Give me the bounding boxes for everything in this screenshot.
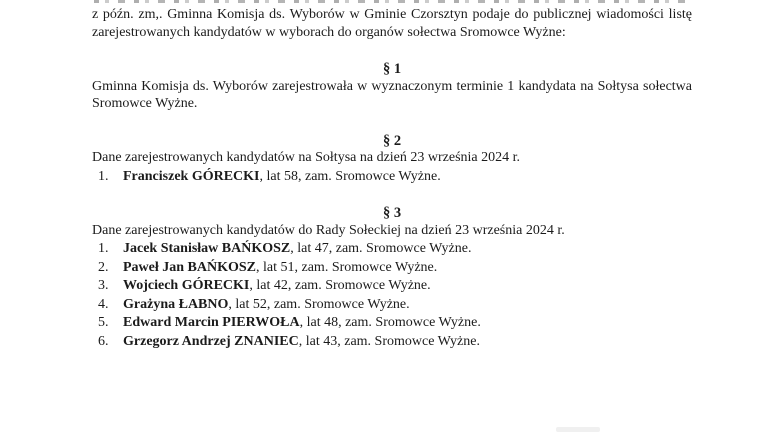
candidate-name: Paweł Jan BAŃKOSZ [123, 259, 257, 275]
candidate-row [92, 333, 692, 352]
section-1-heading: § 1 [382, 61, 402, 77]
candidate-details: , lat 58, zam. Sromowce Wyżne. [259, 168, 441, 184]
candidate-row [92, 314, 692, 333]
candidate-details: , lat 42, zam. Sromowce Wyżne. [249, 278, 431, 294]
candidate-row [92, 168, 692, 187]
candidate-details: , lat 43, zam. Sromowce Wyżne. [298, 334, 480, 350]
soltys-candidate-list [92, 168, 692, 187]
rada-solecka-candidate-list [92, 240, 692, 352]
candidate-name: Grażyna ŁABNO [123, 296, 229, 312]
candidate-details: , lat 51, zam. Sromowce Wyżne. [256, 259, 438, 275]
section-3-paragraph: Dane zarejestrowanych kandydatów do Rady Sołeckiej na dzień 23 września 2024 r. [92, 222, 565, 238]
candidate-number: 1. [98, 168, 109, 184]
candidate-number: 1. [98, 241, 109, 257]
section-1-paragraph: Gminna Komisja ds. Wyborów zarejestrowała w wyznaczonym terminie 1 kandydata na Sołtysa sołectwa Sromowce Wyżne. [92, 78, 692, 111]
candidate-number: 4. [98, 296, 109, 312]
candidate-details: , lat 47, zam. Sromowce Wyżne. [290, 241, 472, 257]
document-content [92, 0, 692, 352]
section-2-heading: § 2 [382, 132, 402, 149]
candidate-name: Franciszek GÓRECKI [123, 168, 260, 184]
candidate-details: , lat 52, zam. Sromowce Wyżne. [228, 296, 410, 312]
candidate-details: , lat 48, zam. Sromowce Wyżne. [299, 315, 481, 331]
candidate-row [92, 296, 692, 315]
candidate-number: 3. [98, 278, 109, 294]
section-3-heading: § 3 [382, 205, 402, 222]
candidate-name: Wojciech GÓRECKI [123, 278, 250, 294]
candidate-row [92, 259, 692, 278]
candidate-row [92, 277, 692, 296]
intro-paragraph: z późn. zm,. Gminna Komisja ds. Wyborów w Gminie Czorsztyn podaje do publicznej wiadomości listę zarejestrowanych kandydatów w wyborach do organów sołectwa Sromowce Wyżne: [92, 7, 692, 40]
clipped-text-line [94, 0, 686, 3]
candidate-name: Edward Marcin PIERWOŁA [123, 315, 300, 331]
section-2-paragraph: Dane zarejestrowanych kandydatów na Sołtysa na dzień 23 września 2024 r. [92, 150, 521, 165]
candidate-name: Grzegorz Andrzej ZNANIEC [123, 334, 299, 350]
candidate-number: 2. [98, 259, 109, 275]
candidate-name: Jacek Stanisław BAŃKOSZ [123, 241, 291, 257]
candidate-number: 5. [98, 315, 109, 331]
scan-smudge-artifact [556, 427, 600, 432]
candidate-row [92, 240, 692, 259]
candidate-number: 6. [98, 334, 109, 350]
